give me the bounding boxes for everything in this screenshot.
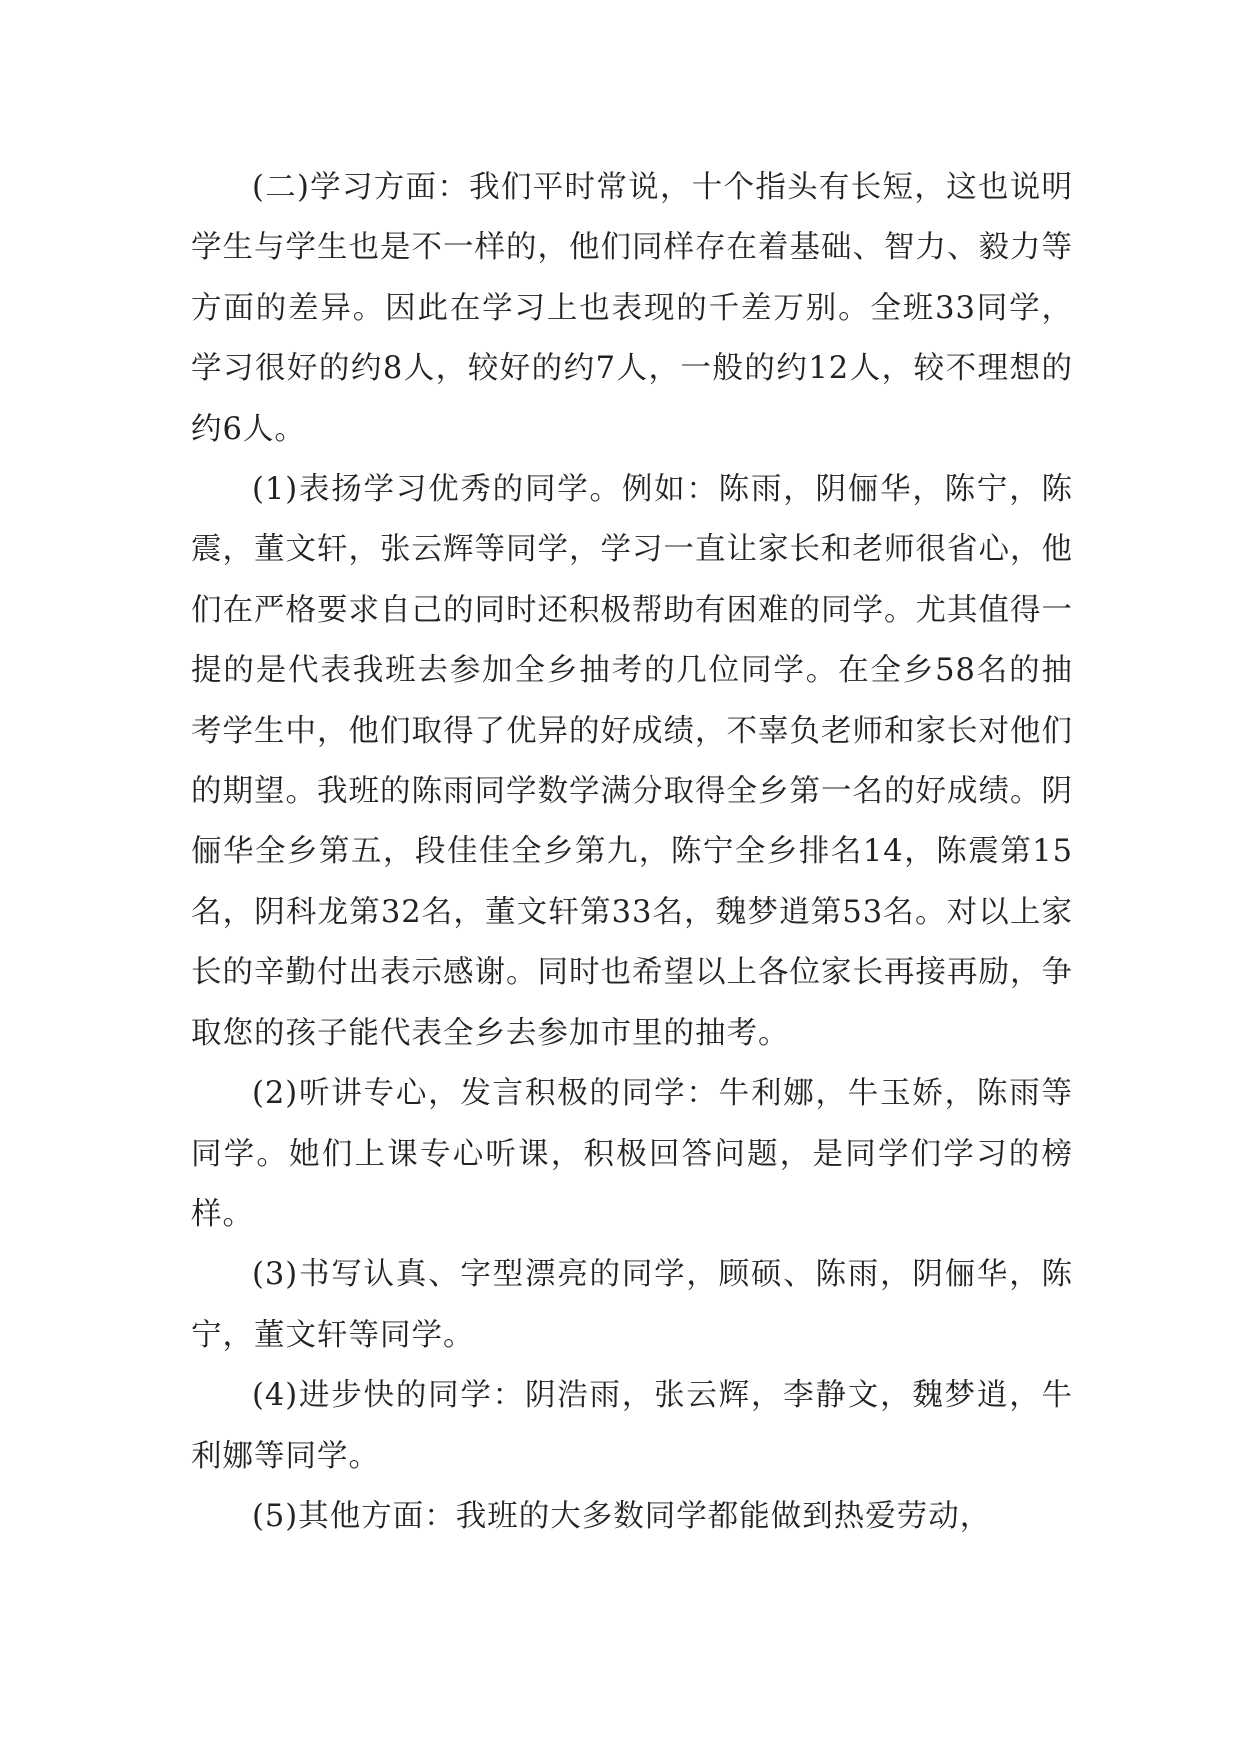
paragraph-attentive-students: (2)听讲专心，发言积极的同学：牛利娜，牛玉娇，陈雨等同学。她们上课专心听课，积极回答问题，是同学们学习的榜样。 <box>191 1076 1073 1232</box>
paragraph-neat-writing-students: (3)书写认真、字型漂亮的同学，顾硕、陈雨，阴俪华，陈宁，董文轩等同学。 <box>191 1257 1073 1353</box>
paragraph-study-overview: (二)学习方面：我们平时常说，十个指头有长短，这也说明学生与学生也是不一样的，他们同样存在着基础、智力、毅力等方面的差异。因此在学习上也表现的千差万别。全班33同学，学习很好的约8人，较好的约7人，一般的约12人，较不理想的约6人。 <box>191 170 1073 447</box>
document-body <box>191 158 1073 1547</box>
paragraph-fast-progress-students: (4)进步快的同学：阴浩雨，张云辉，李静文，魏梦逍，牛利娜等同学。 <box>191 1378 1073 1474</box>
paragraph-excellent-students: (1)表扬学习优秀的同学。例如：陈雨，阴俪华，陈宁，陈震，董文轩，张云辉等同学，学习一直让家长和老师很省心，他们在严格要求自己的同时还积极帮助有困难的同学。尤其值得一提的是代表我班去参加全乡抽考的几位同学。在全乡58名的抽考学生中，他们取得了优异的好成绩，不辜负老师和家长对他们的期望。我班的陈雨同学数学满分取得全乡第一名的好成绩。阴俪华全乡第五，段佳佳全乡第九，陈宁全乡排名14，陈震第15名，阴科龙第32名，董文轩第33名，魏梦逍第53名。对以上家长的辛勤付出表示感谢。同时也希望以上各位家长再接再励，争取您的孩子能代表全乡去参加市里的抽考。 <box>191 472 1073 1051</box>
paragraph-other-aspects: (5)其他方面：我班的大多数同学都能做到热爱劳动， <box>252 1498 992 1534</box>
